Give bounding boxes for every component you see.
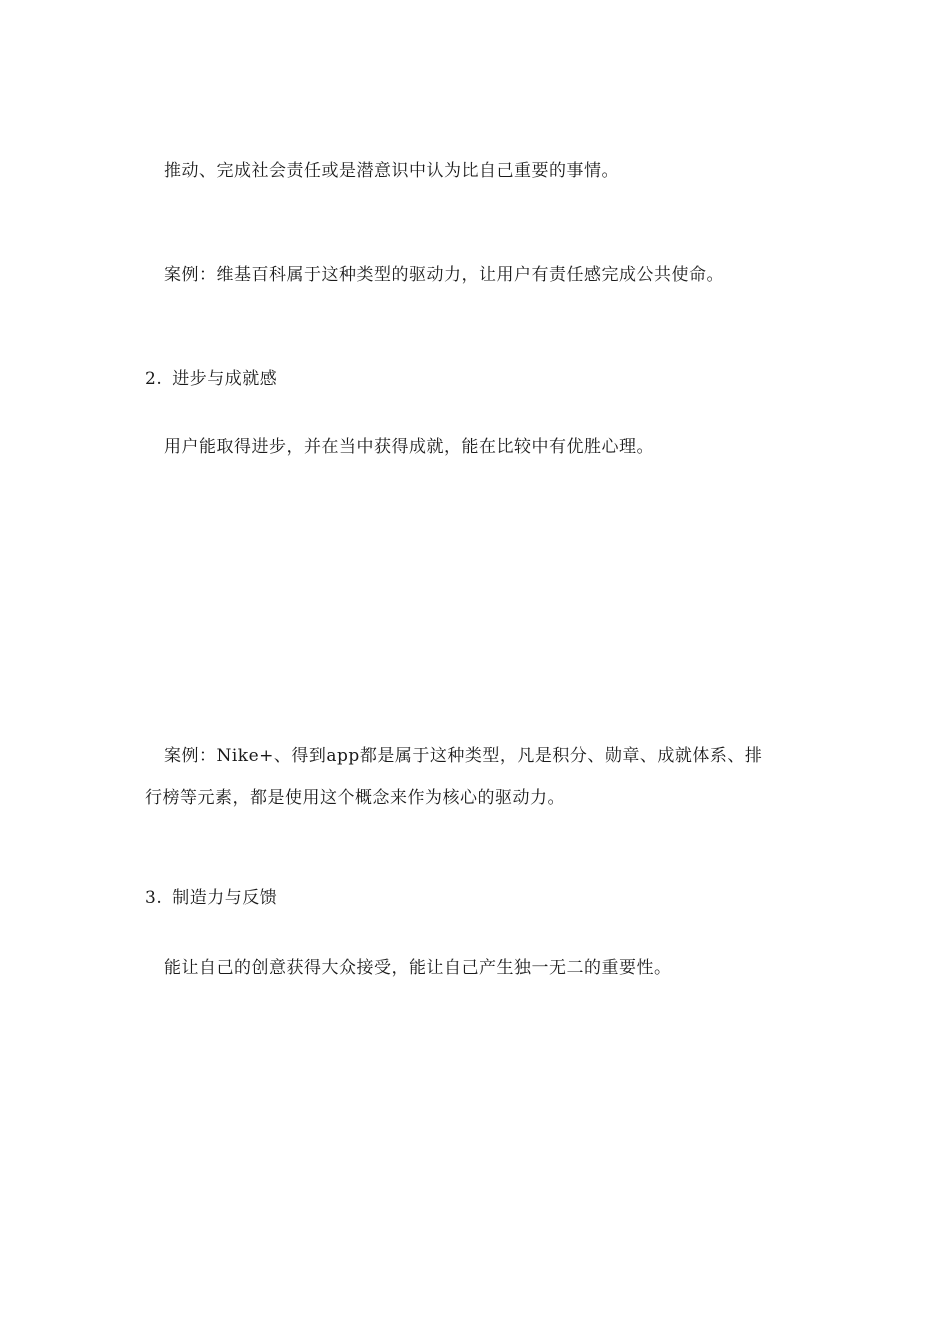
case-example-text: 案例：维基百科属于这种类型的驱动力，让用户有责任感完成公共使命。: [164, 265, 724, 285]
paragraph-text: 能让自己的创意获得大众接受，能让自己产生独一无二的重要性。: [164, 958, 672, 978]
section-heading-3: [145, 886, 277, 910]
section-title: 制造力与反馈: [172, 888, 278, 908]
section-heading-2: [145, 367, 277, 391]
section-title: 进步与成就感: [172, 369, 278, 389]
paragraph-text: 推动、完成社会责任或是潜意识中认为比自己重要的事情。: [164, 161, 619, 181]
case-example-text-line-2: 行榜等元素，都是使用这个概念来作为核心的驱动力。: [145, 788, 565, 808]
case-example-text-line-1: 案例：Nike+、得到app都是属于这种类型，凡是积分、勋章、成就体系、排: [164, 746, 763, 766]
paragraph-text: 用户能取得进步，并在当中获得成就，能在比较中有优胜心理。: [164, 437, 654, 457]
section-number: 3.: [145, 888, 163, 908]
section-number: 2.: [145, 369, 163, 389]
